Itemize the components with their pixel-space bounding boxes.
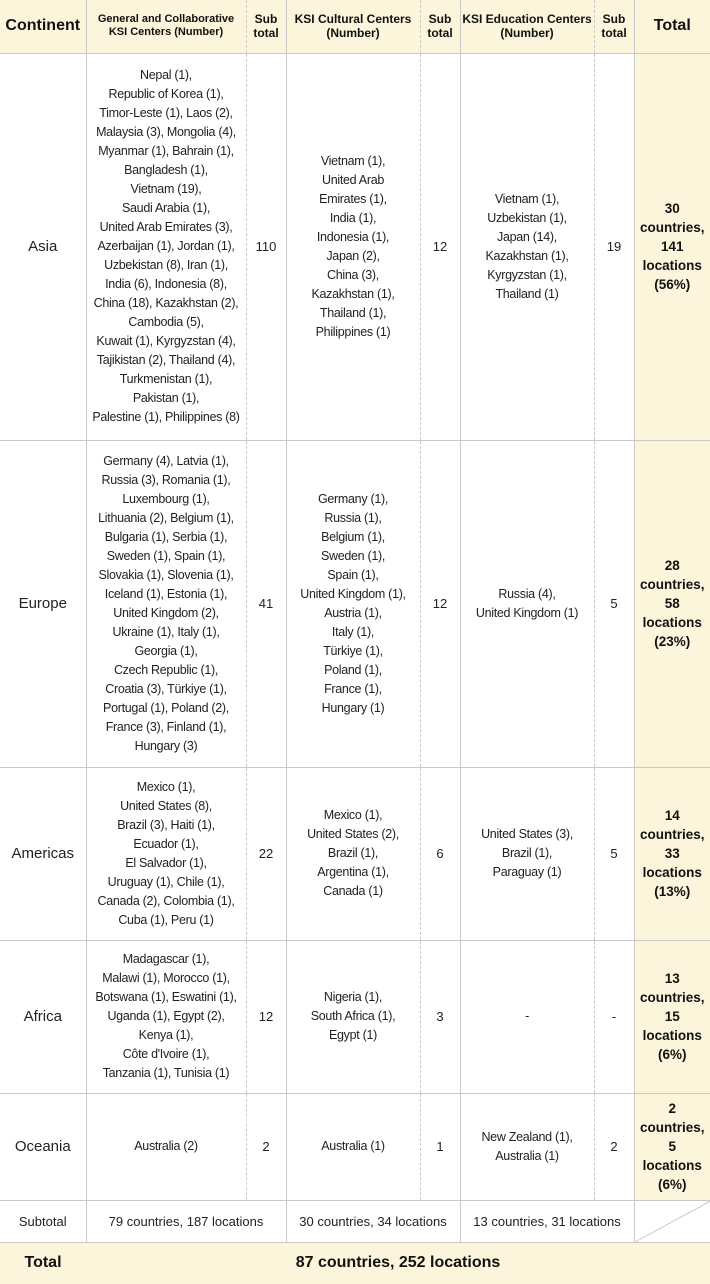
- education-centers-cell: Russia (4), United Kingdom (1): [460, 440, 594, 767]
- header-row: [0, 0, 710, 53]
- continent-cell: Asia: [0, 53, 86, 440]
- continent-cell: Europe: [0, 440, 86, 767]
- general-centers-cell: Nepal (1), Republic of Korea (1), Timor-Leste (1), Laos (2), Malaysia (3), Mongolia (4), Myanmar (1), Bahrain (1), Bangladesh (1), Vietnam (19), Saudi Arabia (1), United Arab Emirates (3), Azerbaijan (1), Jordan (1), Uzbekistan (8), Iran (1), India (6), Indonesia (8), China (18), Kazakhstan (2), Cambodia (5), Kuwait (1), Kyrgyzstan (4), Tajikistan (2), Thailand (4), Turkmenistan (1), Pakistan (1), Palestine (1), Philippines (8): [86, 53, 246, 440]
- general-centers-cell: Australia (2): [86, 1093, 246, 1200]
- continent-cell: Oceania: [0, 1093, 86, 1200]
- general-subtotal-cell: 110: [246, 53, 286, 440]
- total-cell: 30 countries, 141 locations (56%): [634, 53, 710, 440]
- grand-total-label: Total: [0, 1242, 86, 1284]
- grand-total-row: [0, 1242, 710, 1284]
- total-cell: 2 countries, 5 locations (6%): [634, 1093, 710, 1200]
- general-centers-cell: Madagascar (1), Malawi (1), Morocco (1), Botswana (1), Eswatini (1), Uganda (1), Egypt (2), Kenya (1), Côte d'Ivoire (1), Tanzania (1), Tunisia (1): [86, 940, 246, 1093]
- header-general-subtotal: Sub total: [246, 0, 286, 53]
- row-oceania: [0, 1093, 710, 1200]
- cultural-subtotal-cell: 6: [420, 767, 460, 940]
- header-education: KSI Education Centers (Number): [460, 0, 594, 53]
- continent-cell: Americas: [0, 767, 86, 940]
- subtotal-education: 13 countries, 31 locations: [460, 1200, 634, 1242]
- cultural-centers-cell: Vietnam (1), United Arab Emirates (1), India (1), Indonesia (1), Japan (2), China (3), Kazakhstan (1), Thailand (1), Philippines (1): [286, 53, 420, 440]
- subtotal-general: 79 countries, 187 locations: [86, 1200, 286, 1242]
- row-asia: [0, 53, 710, 440]
- education-centers-cell: Vietnam (1), Uzbekistan (1), Japan (14), Kazakhstan (1), Kyrgyzstan (1), Thailand (1): [460, 53, 594, 440]
- grand-total-value: 87 countries, 252 locations: [86, 1242, 710, 1284]
- general-subtotal-cell: 41: [246, 440, 286, 767]
- education-subtotal-cell: -: [594, 940, 634, 1093]
- header-continent: Continent: [0, 0, 86, 53]
- subtotal-empty-diagonal-cell: [634, 1200, 710, 1242]
- header-cultural: KSI Cultural Centers (Number): [286, 0, 420, 53]
- diagonal-line: [635, 1201, 710, 1242]
- cultural-subtotal-cell: 12: [420, 53, 460, 440]
- cultural-centers-cell: Australia (1): [286, 1093, 420, 1200]
- cultural-centers-cell: Mexico (1), United States (2), Brazil (1), Argentina (1), Canada (1): [286, 767, 420, 940]
- header-general: General and Collaborative KSI Centers (Number): [86, 0, 246, 53]
- header-total: Total: [634, 0, 710, 53]
- general-centers-cell: Germany (4), Latvia (1), Russia (3), Romania (1), Luxembourg (1), Lithuania (2), Belgium (1), Bulgaria (1), Serbia (1), Sweden (1), Spain (1), Slovakia (1), Slovenia (1), Iceland (1), Estonia (1), United Kingdom (2), Ukraine (1), Italy (1), Georgia (1), Czech Republic (1), Croatia (3), Türkiye (1), Portugal (1), Poland (2), France (3), Finland (1), Hungary (3): [86, 440, 246, 767]
- continent-cell: Africa: [0, 940, 86, 1093]
- subtotal-label: Subtotal: [0, 1200, 86, 1242]
- cultural-subtotal-cell: 12: [420, 440, 460, 767]
- education-subtotal-cell: 19: [594, 53, 634, 440]
- education-centers-cell: -: [460, 940, 594, 1093]
- general-centers-cell: Mexico (1), United States (8), Brazil (3), Haiti (1), Ecuador (1), El Salvador (1), Uruguay (1), Chile (1), Canada (2), Colombia (1), Cuba (1), Peru (1): [86, 767, 246, 940]
- total-cell: 14 countries, 33 locations (13%): [634, 767, 710, 940]
- general-subtotal-cell: 2: [246, 1093, 286, 1200]
- total-cell: 28 countries, 58 locations (23%): [634, 440, 710, 767]
- row-africa: [0, 940, 710, 1093]
- education-subtotal-cell: 5: [594, 767, 634, 940]
- cultural-centers-cell: Germany (1), Russia (1), Belgium (1), Sweden (1), Spain (1), United Kingdom (1), Austria (1), Italy (1), Türkiye (1), Poland (1), France (1), Hungary (1): [286, 440, 420, 767]
- cultural-subtotal-cell: 1: [420, 1093, 460, 1200]
- education-subtotal-cell: 5: [594, 440, 634, 767]
- cultural-subtotal-cell: 3: [420, 940, 460, 1093]
- education-subtotal-cell: 2: [594, 1093, 634, 1200]
- row-americas: [0, 767, 710, 940]
- cultural-centers-cell: Nigeria (1), South Africa (1), Egypt (1): [286, 940, 420, 1093]
- education-centers-cell: United States (3), Brazil (1), Paraguay (1): [460, 767, 594, 940]
- header-cultural-subtotal: Sub total: [420, 0, 460, 53]
- general-subtotal-cell: 22: [246, 767, 286, 940]
- total-cell: 13 countries, 15 locations (6%): [634, 940, 710, 1093]
- subtotal-cultural: 30 countries, 34 locations: [286, 1200, 460, 1242]
- header-education-subtotal: Sub total: [594, 0, 634, 53]
- general-subtotal-cell: 12: [246, 940, 286, 1093]
- education-centers-cell: New Zealand (1), Australia (1): [460, 1093, 594, 1200]
- subtotal-row: [0, 1200, 710, 1242]
- row-europe: [0, 440, 710, 767]
